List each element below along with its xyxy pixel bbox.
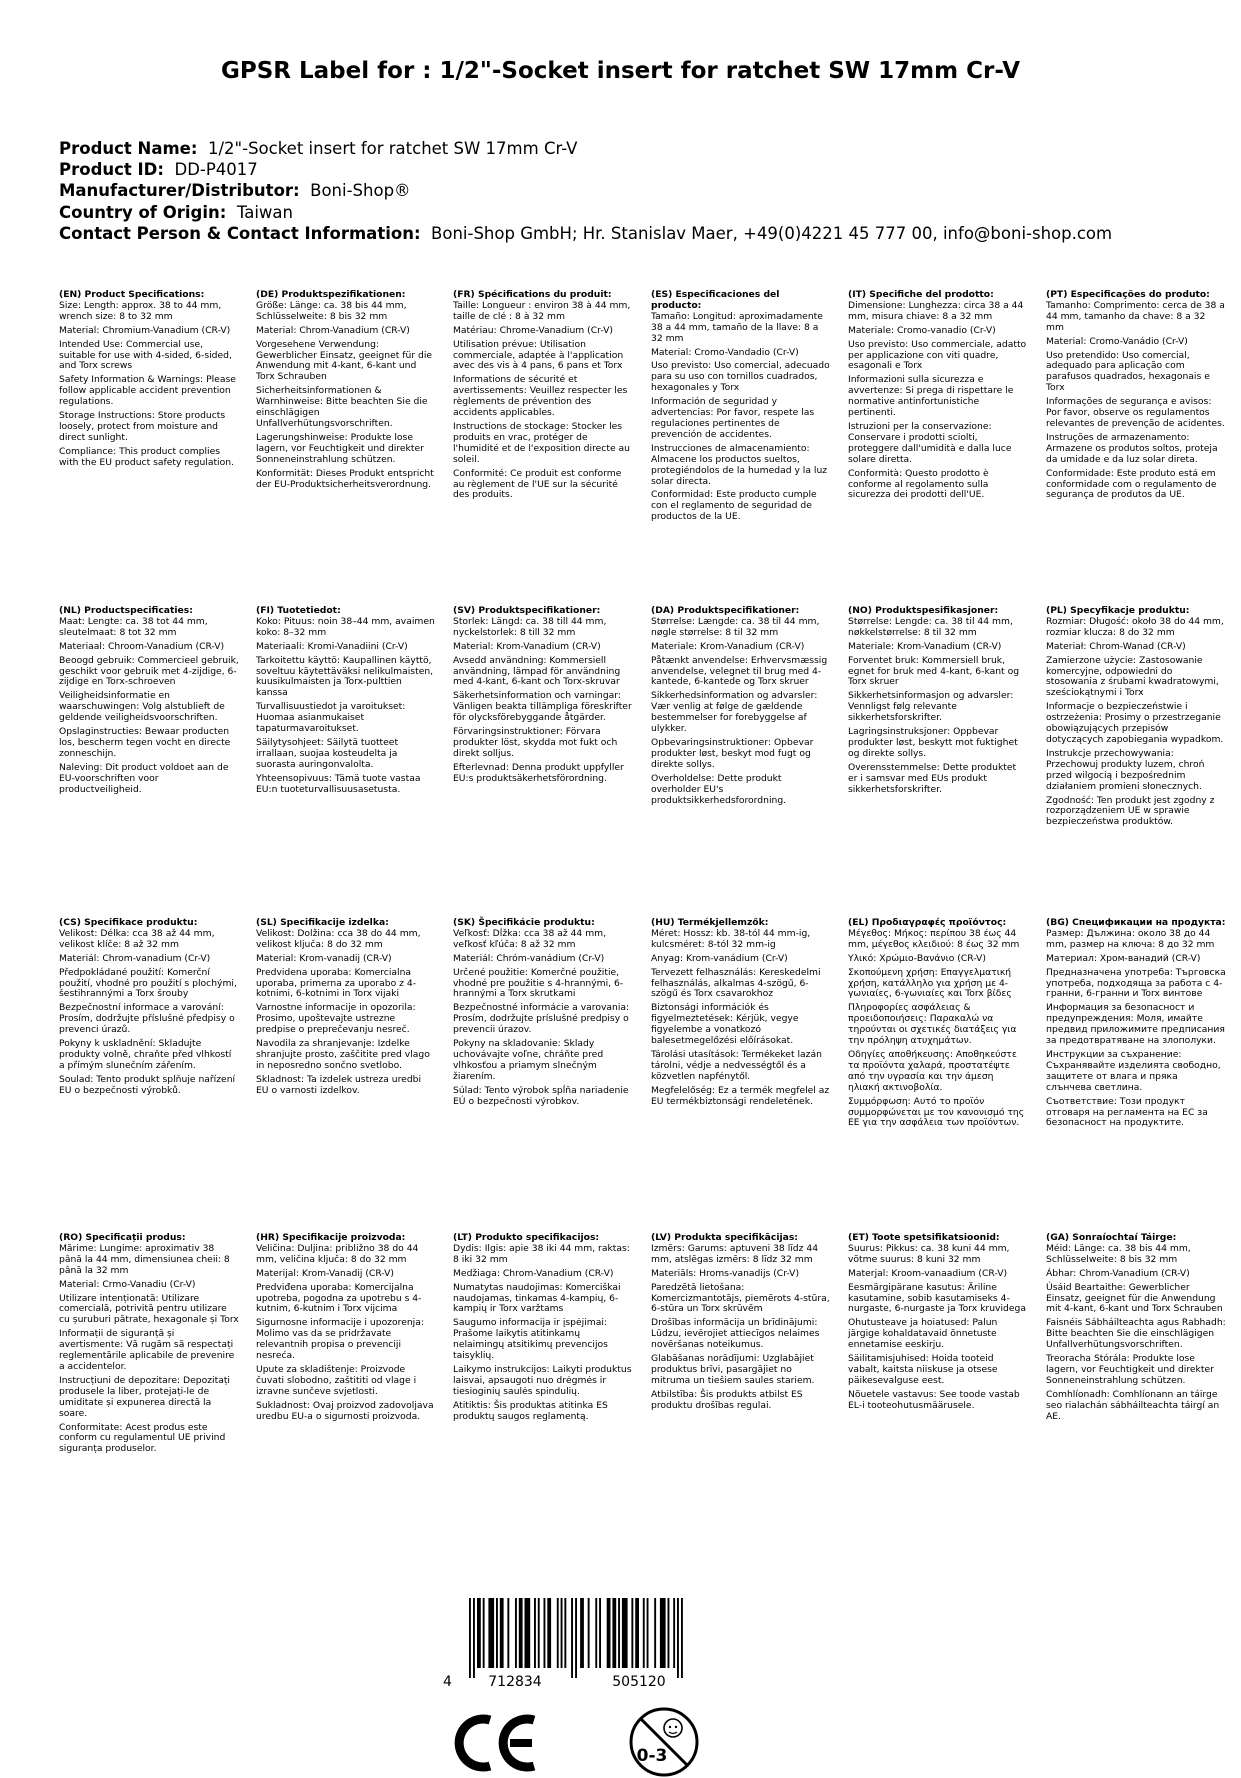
spec-item: Atitiktis: Šis produktas atitinka ES produktų saugos reglamentą.	[453, 1399, 608, 1422]
spec-item: Conformità: Questo prodotto è conforme al regolamento sulla sicurezza dei prodotti dell'UE.	[848, 467, 989, 501]
spec-item: Eesmärgipärane kasutus: Äriline kasutamine, sobib kasutamiseks 4-nurgaste, 6-nurgaste ja Torx kruvidega	[848, 1281, 1026, 1315]
spec-item: Méret: Hossz: kb. 38-tól 44 mm-ig, kulcsméret: 8-tól 32 mm-ig	[651, 927, 811, 950]
spec-item: Vorgesehene Verwendung: Gewerblicher Einsatz, geeignet für die Anwendung mit 4-kant, 6-kant und Torx Schrauben	[256, 338, 433, 383]
spec-heading: (LV) Produkta specifikācijas:	[651, 1232, 798, 1243]
spec-item: Materiál: Chróm-vanádium (Cr-V)	[453, 952, 605, 964]
spec-heading: (GA) Sonraíochtaí Táirge:	[1046, 1232, 1177, 1243]
spec-item: Pokyny na skladovanie: Sklady uchovávajte voľne, chráňte pred vlhkosťou a priamym slnečným žiarením.	[453, 1038, 604, 1082]
spec-heading: (NO) Produktspesifikasjoner:	[848, 605, 999, 616]
spec-item: Instruções de armazenamento: Armazene os produtos soltos, proteja da umidade e da luz solar direta.	[1046, 431, 1218, 465]
spec-item: Instrucciones de almacenamiento: Almacene los productos sueltos, protegiéndolos de la humedad y la luz solar directa.	[651, 442, 828, 487]
spec-item: Maat: Lengte: ca. 38 tot 44 mm, sleutelmaat: 8 tot 32 mm	[59, 615, 208, 638]
country-label: Country of Origin:	[59, 202, 227, 222]
spec-item: Veľkosť: Dĺžka: cca 38 až 44 mm, veľkosť kľúča: 8 až 32 mm	[453, 927, 607, 950]
spec-item: Beoogd gebruik: Commercieel gebruik, geschikt voor gebruik met 4-zijdige, 6-zijdige en Torx-schroeven	[59, 654, 239, 688]
age-warning-icon	[628, 1706, 700, 1778]
spec-block	[1046, 1233, 1226, 1426]
manufacturer-row	[59, 180, 1112, 201]
spec-item: Material: Chromium-Vanadium (CR-V)	[59, 324, 231, 336]
spec-item: Paredzētā lietošana: Komercizmantotājs, piemērots 4-stūra, 6-stūra un Torx skrūvēm	[651, 1281, 830, 1315]
spec-item: Información de seguridad y advertencias: Por favor, respete las regulaciones pertinentes de prevención de accidentes.	[651, 396, 815, 440]
spec-block	[651, 606, 831, 809]
spec-item: Treoracha Stórála: Produkte lose lagern, vor Feuchtigkeit und direkter Sonneneinstrahlung schützen.	[1046, 1353, 1214, 1386]
spec-item: Conformité: Ce produit est conforme au règlement de l'UE sur la sécurité des produits.	[453, 467, 622, 501]
spec-item: Utilizare intenționată: Utilizare comercială, potrivită pentru utilizare cu șuruburi pătrate, hexagonale și Torx	[59, 1292, 239, 1326]
spec-item: Størrelse: Længde: ca. 38 til 44 mm, nøgle størrelse: 8 til 32 mm	[651, 615, 820, 638]
spec-item: Conformidade: Este produto está em conformidade com o regulamento de segurança de produtos da UE.	[1046, 467, 1217, 501]
spec-item: Pokyny k uskladnění: Skladujte produkty volně, chraňte před vlhkostí a přímým slunečním zářením.	[59, 1038, 232, 1071]
spec-item: Materijal: Krom-Vanadij (CR-V)	[256, 1267, 395, 1279]
spec-item: Varnostne informacije in opozorila: Prosimo, upoštevajte ustrezne predpise o preprečevanju nesreč.	[256, 1002, 416, 1036]
spec-heading: (CS) Specifikace produktu:	[59, 917, 198, 928]
spec-item: Comhlíonadh: Comhlíonann an táirge seo rialachán sábháilteachta táirgí an AE.	[1046, 1388, 1220, 1422]
spec-item: Opslaginstructies: Bewaar producten los, bescherm tegen vocht en directe zonneschijn.	[59, 726, 231, 759]
spec-item: Lagerungshinweise: Produkte lose lagern, vor Feuchtigkeit und direkter Sonneneinstrahlung schützen.	[256, 431, 424, 465]
spec-item: Drošības informācija un brīdinājumi: Lūdzu, ievērojiet attiecīgos nelaimes novēršanas noteikumus.	[651, 1317, 820, 1351]
spec-heading: (PL) Specyfikacje produktu:	[1046, 605, 1190, 616]
ce-mark-icon	[452, 1712, 538, 1774]
spec-block	[651, 290, 831, 526]
spec-block	[453, 290, 633, 504]
product-id-label: Product ID:	[59, 160, 164, 180]
spec-item: Lagringsinstruksjoner: Oppbevar produkter løst, beskytt mot fuktighet og direkte sollys.	[848, 726, 1018, 759]
spec-item: Påtænkt anvendelse: Erhvervsmæssig anvendelse, velegnet til brug med 4-kantede, 6-kantede og Torx skruer	[651, 654, 828, 688]
spec-item: Taille: Longueur : environ 38 à 44 mm, taille de clé : 8 à 32 mm	[453, 299, 631, 322]
spec-block	[59, 1233, 239, 1458]
product-name-row	[59, 138, 1112, 159]
spec-item: Navodila za shranjevanje: Izdelke shranjujte prosto, zaščitite pred vlago in neposredno sončno svetlobo.	[256, 1038, 430, 1071]
spec-item: Safety Information & Warnings: Please follow applicable accident prevention regulations.	[59, 374, 236, 408]
spec-item: Συμμόρφωση: Αυτό το προϊόν συμμορφώνεται με τον κανονισμό της ΕΕ για την ασφάλεια των προϊόντων.	[848, 1095, 1025, 1129]
spec-item: Sukladnost: Ovaj proizvod zadovoljava uredbu EU-a o sigurnosti proizvoda.	[256, 1399, 434, 1422]
spec-item: Μέγεθος: Μήκος: περίπου 38 έως 44 mm, μέγεθος κλειδιού: 8 έως 32 mm	[848, 927, 1020, 950]
spec-item: Materiale: Krom-Vanadium (CR-V)	[651, 640, 805, 652]
spec-heading: (HR) Specifikacije proizvoda:	[256, 1232, 406, 1243]
spec-item: Utilisation prévue: Utilisation commerciale, adaptée à l'application avec des vis à 4 pans, 6 pans et Torx	[453, 338, 624, 372]
spec-block	[1046, 290, 1226, 504]
spec-item: Material: Krom-vanadij (CR-V)	[256, 952, 392, 964]
spec-item: Predvidena uporaba: Komercialna uporaba, primerna za uporabo z 4-kotnimi, 6-kotnimi in Torx vijaki	[256, 966, 417, 1000]
spec-heading: (FI) Tuotetiedot:	[256, 605, 341, 616]
product-id-row	[59, 159, 1112, 180]
spec-block	[256, 606, 436, 799]
spec-item: Materiál: Chrom-vanadium (Cr-V)	[59, 952, 211, 964]
spec-item: Ábhar: Chrom-Vanadium (CR-V)	[1046, 1267, 1190, 1279]
spec-item: Material: Cromo-Vandadio (Cr-V)	[651, 346, 799, 358]
product-id-value: DD-P4017	[174, 160, 258, 180]
spec-item: Zgodność: Ten produkt jest zgodny z rozporządzeniem UE w sprawie bezpieczeństwa produktów.	[1046, 794, 1215, 828]
spec-item: Intended Use: Commercial use, suitable for use with 4-sided, 6-sided, and Torx screws	[59, 338, 232, 372]
spec-heading: (DE) Produktspezifikationen:	[256, 289, 406, 300]
spec-block	[848, 918, 1028, 1132]
spec-item: Úsáid Beartaithe: Gewerblicher Einsatz, geeignet für die Anwendung mit 4-kant, 6-kant und Torx Schrauben	[1046, 1281, 1223, 1315]
spec-item: Οδηγίες αποθήκευσης: Αποθηκεύστε τα προϊόντα χαλαρά, προστατέψτε από την υγρασία και την άμεση ηλιακή ακτινοβολία.	[848, 1048, 1017, 1093]
spec-item: Material: Cromo-Vanádio (Cr-V)	[1046, 335, 1188, 347]
spec-item: Bezpečnostní informace a varování: Prosím, dodržujte příslušné předpisy o prevenci úrazů.	[59, 1002, 235, 1036]
spec-block	[256, 290, 436, 493]
spec-heading: (SK) Špecifikácie produktu:	[453, 917, 595, 928]
spec-item: Uso previsto: Uso comercial, adecuado para su uso con tornillos cuadrados, hexagonales y Torx	[651, 360, 830, 394]
spec-item: Säilytysohjeet: Säilytä tuotteet irrallaan, suojaa kosteudelta ja suorasta auringonvalolta.	[256, 736, 399, 770]
spec-item: Size: Length: approx. 38 to 44 mm, wrench size: 8 to 32 mm	[59, 299, 222, 322]
spec-item: Materiaal: Chroom-Vanadium (CR-V)	[59, 640, 225, 652]
spec-item: Saugumo informacija ir įspėjimai: Prašome laikytis atitinkamų nelaimingų atsitikimų prevencijos taisyklių.	[453, 1317, 608, 1362]
spec-block	[453, 1233, 633, 1426]
spec-item: Glabāšanas norādījumi: Uzglabājiet produktus brīvi, pasargājiet no mitruma un tiešiem saules stariem.	[651, 1353, 815, 1386]
spec-item: Overholdelse: Dette produkt overholder EU's produktsikkerhedsforordning.	[651, 772, 787, 806]
spec-item: Overensstemmelse: Dette produktet er i samsvar med EUs produkt sikkerhetsforskrifter.	[848, 761, 1017, 795]
spec-item: Opbevaringsinstruktioner: Opbevar produkter løst, beskyt mod fugt og direkte sollys.	[651, 736, 814, 770]
spec-item: Sikkerhedsinformation og advarsler: Vær venlig at følge de gældende bestemmelser for forebyggelse af ulykker.	[651, 690, 818, 735]
spec-item: Istruzioni per la conservazione: Conservare i prodotti sciolti, proteggere dall'umidità e dalla luce solare diretta.	[848, 420, 1012, 465]
spec-item: Material: Chrom-Vanadium (CR-V)	[256, 324, 410, 336]
spec-block	[651, 918, 831, 1111]
spec-block	[651, 1233, 831, 1415]
spec-item: Materiaali: Kromi-Vanadiini (Cr-V)	[256, 640, 408, 652]
spec-item: Informations de sécurité et avertissements: Veuillez respecter les règlements de prévention des accidents applicables.	[453, 374, 628, 419]
spec-heading: (SV) Produktspecifikationer:	[453, 605, 601, 616]
age-warning-label: 0-3	[636, 1746, 668, 1766]
spec-heading: (SL) Specifikacije izdelka:	[256, 917, 389, 928]
spec-item: Съответствие: Този продукт отговаря на регламента на ЕС за безопасност на продуктите.	[1046, 1095, 1208, 1129]
spec-block	[1046, 606, 1226, 831]
spec-item: Tárolási utasítások: Termékeket lazán tárolni, védje a nedvességtől és a közvetlen napfénytől.	[651, 1048, 822, 1082]
spec-heading: (HU) Termékjellemzők:	[651, 917, 769, 928]
spec-item: Storage Instructions: Store products loosely, protect from moisture and direct sunlight.	[59, 410, 226, 443]
spec-item: Conformitate: Acest produs este conform cu regulamentul UE privind siguranța produselor.	[59, 1421, 226, 1455]
spec-item: Méid: Länge: ca. 38 bis 44 mm, Schlüsselweite: 8 bis 32 mm	[1046, 1242, 1191, 1265]
spec-heading: (IT) Specifiche del prodotto:	[848, 289, 994, 300]
product-name-value: 1/2"-Socket insert for ratchet SW 17mm Cr-V	[207, 139, 578, 158]
spec-item: Uso pretendido: Uso comercial, adequado para aplicação com parafusos quadrados, hexagonais e Torx	[1046, 349, 1210, 394]
product-name-label: Product Name:	[59, 139, 198, 158]
spec-item: Förvaringsinstruktioner: Förvara produkter löst, skydda mot fukt och direkt solljus.	[453, 726, 618, 759]
spec-block	[848, 290, 1028, 504]
spec-item: Sicherheitsinformationen & Warnhinweise: Bitte beachten Sie die einschlägigen Unfallverhütungsvorschriften.	[256, 385, 428, 429]
spec-item: Turvallisuustiedot ja varoitukset: Huomaa asianmukaiset tapaturmavaroitukset.	[256, 701, 406, 735]
spec-block	[256, 918, 436, 1100]
spec-item: Instructions de stockage: Stocker les produits en vrac, protéger de l'humidité et de l'exposition directe au soleil.	[453, 420, 630, 465]
spec-item: Informacje o bezpieczeństwie i ostrzeżenia: Prosimy o przestrzeganie obowiązujących przepisów dotyczących zapobiegania wypadkom.	[1046, 701, 1224, 745]
spec-heading: (ET) Toote spetsifikatsioonid:	[848, 1232, 1000, 1243]
spec-item: Instrucțiuni de depozitare: Depozitați produsele la liber, protejați-le de umiditate și expunerea directă la soare.	[59, 1374, 230, 1419]
spec-item: Medžiaga: Chrom-Vanadium (CR-V)	[453, 1267, 614, 1279]
spec-item: Avsedd användning: Kommersiell användning, lämpad för användning med 4-kant, 6-kant och Torx-skruvar	[453, 654, 621, 688]
spec-item: Υλικό: Χρώμιο-Βανάνιο (CR-V)	[848, 952, 986, 964]
spec-heading: (LT) Produkto specifikacijos:	[453, 1232, 600, 1243]
contact-value: Boni-Shop GmbH; Hr. Stanislav Maer, +49(0)4221 45 777 00, info@boni-shop.com	[431, 223, 1113, 243]
spec-heading: (ES) Especificaciones del producto:	[651, 289, 780, 311]
spec-item: Uso previsto: Uso commerciale, adatto per applicazione con viti quadre, esagonali e Torx	[848, 338, 1027, 372]
spec-item: Sikkerhetsinformasjon og advarsler: Vennligst følg relevante sikkerhetsforskrifter.	[848, 690, 1014, 724]
spec-item: Informações de segurança e avisos: Por favor, observe os regulamentos relevantes de prevenção de acidentes.	[1046, 396, 1225, 429]
spec-item: Предназначена употреба: Търговска употреба, подходяща за работа с 4-гранни, 6-гранни и Torx винтове	[1046, 966, 1226, 1000]
spec-item: Biztonsági információk és figyelmeztetések: Kérjük, vegye figyelembe a vonatkozó balesetmegelőzési előírásokat.	[651, 1002, 799, 1047]
barcode-digit-first: 4	[443, 1674, 452, 1690]
spec-item: Rozmiar: Długość: około 38 do 44 mm, rozmiar klucza: 8 do 32 mm	[1046, 615, 1224, 638]
spec-item: Velikost: Dolžina: cca 38 do 44 mm, velikost ključa: 8 do 32 mm	[256, 927, 421, 950]
spec-heading: (EN) Product Specifications:	[59, 289, 205, 300]
spec-item: Matériau: Chrome-Vanadium (Cr-V)	[453, 324, 613, 336]
manufacturer-label: Manufacturer/Distributor:	[59, 181, 300, 201]
spec-item: Material: Crmo-Vanadiu (Cr-V)	[59, 1278, 196, 1290]
spec-heading: (EL) Προδιαγραφές προϊόντος:	[848, 917, 1007, 928]
spec-item: Tervezett felhasználás: Kereskedelmi felhasználás, alkalmas 4-szögű, 6-szögű és Torx csavarokhoz	[651, 966, 821, 1000]
page-title: GPSR Label for : 1/2"-Socket insert for ratchet SW 17mm Cr-V	[220, 58, 1021, 84]
country-value: Taiwan	[236, 202, 293, 222]
contact-label: Contact Person & Contact Information:	[59, 223, 421, 243]
spec-heading: (DA) Produktspecifikationer:	[651, 605, 800, 616]
spec-item: Tarkoitettu käyttö: Kaupallinen käyttö, soveltuu käytettäväksi nelikulmaisten, kuusikulmaisten ja Torx-pulttien kanssa	[256, 654, 434, 699]
spec-item: Материал: Хром-ванадий (CR-V)	[1046, 952, 1201, 964]
spec-item: Naleving: Dit product voldoet aan de EU-voorschriften voor productveiligheid.	[59, 761, 229, 795]
spec-item: Compliance: This product complies with the EU product safety regulation.	[59, 445, 234, 468]
spec-item: Suurus: Pikkus: ca. 38 kuni 44 mm, võtme suurus: 8 kuni 32 mm	[848, 1242, 1010, 1265]
spec-item: Forventet bruk: Kommersiell bruk, egnet for bruk med 4-kant, 6-kant og Torx skruer	[848, 654, 1020, 688]
spec-item: Izmērs: Garums: aptuveni 38 līdz 44 mm, atslēgas izmērs: 8 līdz 32 mm	[651, 1242, 819, 1265]
spec-block	[1046, 918, 1226, 1132]
spec-item: Yhteensopivuus: Tämä tuote vastaa EU:n tuoteturvallisuusasetusta.	[256, 772, 421, 795]
manufacturer-value: Boni-Shop®	[310, 181, 411, 201]
spec-heading: (NL) Productspecificaties:	[59, 605, 193, 616]
spec-item: Laikymo instrukcijos: Laikyti produktus laisvai, apsaugoti nuo drėgmės ir tiesioginių saulės spindulių.	[453, 1363, 632, 1397]
spec-item: Material: Krom-Vanadium (CR-V)	[453, 640, 601, 652]
spec-item: Conformidad: Este producto cumple con el reglamento de seguridad de productos de la UE.	[651, 489, 817, 523]
spec-heading: (BG) Спецификации на продукта:	[1046, 917, 1226, 928]
spec-item: Σκοπούμενη χρήση: Επαγγελματική χρήση, κατάλληλο για χρήση με 4-γωνιαίες, 6-γωνιαίες και Torx βίδες	[848, 966, 1012, 1000]
spec-item: Súlad: Tento výrobok spĺňa nariadenie EÚ o bezpečnosti výrobkov.	[453, 1084, 629, 1107]
spec-item: Tamaño: Longitud: aproximadamente 38 a 44 mm, tamaño de la llave: 8 a 32 mm	[651, 310, 823, 344]
spec-item: Skladnost: Ta izdelek ustreza uredbi EU o varnosti izdelkov.	[256, 1073, 422, 1096]
spec-item: Atbilstība: Šis produkts atbilst ES produktu drošības regulai.	[651, 1388, 803, 1411]
barcode	[441, 1598, 759, 1694]
spec-block	[453, 918, 633, 1111]
spec-item: Bezpečnostné informácie a varovania: Prosím, dodržujte príslušné predpisy o prevencii úrazov.	[453, 1002, 630, 1036]
spec-block	[59, 918, 239, 1100]
spec-block	[256, 1233, 436, 1426]
spec-item: Tamanho: Comprimento: cerca de 38 a 44 mm, tamanho da chave: 8 a 32 mm	[1046, 299, 1225, 333]
barcode-group-right: 505120	[612, 1674, 666, 1690]
spec-item: Velikost: Délka: cca 38 až 44 mm, velikost klíče: 8 až 32 mm	[59, 927, 215, 950]
spec-heading: (PT) Especificações do produto:	[1046, 289, 1210, 300]
spec-block	[59, 606, 239, 799]
spec-block	[59, 290, 239, 472]
spec-block	[848, 606, 1028, 799]
spec-item: Konformität: Dieses Produkt entspricht der EU-Produktsicherheitsverordnung.	[256, 467, 434, 490]
spec-item: Informații de siguranță și avertismente: Vă rugăm să respectați reglementările aplicabile de prevenire a accidentelor.	[59, 1328, 235, 1372]
spec-item: Размер: Дължина: около 38 до 44 mm, размер на ключа: 8 до 32 mm	[1046, 927, 1215, 950]
barcode-bars	[469, 1598, 683, 1678]
spec-item: Určené použitie: Komerčné použitie, vhodné pre použitie s 4-hrannými, 6-hrannými a Torx skrutkami	[453, 966, 624, 1000]
spec-heading: (FR) Spécifications du produit:	[453, 289, 612, 300]
spec-item: Storlek: Längd: ca. 38 till 44 mm, nyckelstorlek: 8 till 32 mm	[453, 615, 607, 638]
spec-item: Materiale: Cromo-vanadio (Cr-V)	[848, 324, 996, 336]
spec-item: Faisnéis Sábháilteachta agus Rabhadh: Bitte beachten Sie die einschlägigen Unfallverhütungsvorschriften.	[1046, 1317, 1226, 1351]
spec-item: Πληροφορίες ασφάλειας & προειδοποιήσεις: Παρακαλώ να τηρούνται οι σχετικές διατάξεις για την πρόληψη ατυχημάτων.	[848, 1002, 1017, 1047]
spec-item: Predviđena uporaba: Komercijalna upotreba, pogodna za upotrebu s 4-kutnim, 6-kutnim i Torx vijcima	[256, 1281, 422, 1315]
spec-item: Informazioni sulla sicurezza e avvertenze: Si prega di rispettare le normative antinfortunistiche pertinenti.	[848, 374, 1014, 419]
spec-item: Efterlevnad: Denna produkt uppfyller EU:s produktsäkerhetsförordning.	[453, 761, 624, 784]
spec-block	[453, 606, 633, 788]
spec-item: Mărime: Lungime: aproximativ 38 până la 44 mm, dimensiunea cheii: 8 până la 32 mm	[59, 1242, 230, 1276]
product-info	[59, 138, 1112, 244]
spec-item: Veličina: Duljina: približno 38 do 44 mm, veličina ključa: 8 do 32 mm	[256, 1242, 419, 1265]
spec-item: Størrelse: Lengde: ca. 38 til 44 mm, nøkkelstørrelse: 8 til 32 mm	[848, 615, 1013, 638]
spec-item: Zamierzone użycie: Zastosowanie komercyjne, odpowiedni do stosowania z śrubami kwadratowymi, sześciokątnymi i Torx	[1046, 654, 1219, 699]
spec-item: Numatytas naudojimas: Komerciškai naudojamas, tinkamas 4-kampių, 6-kampių ir Torx varžtams	[453, 1281, 621, 1315]
spec-item: Информация за безопасност и предупреждения: Моля, имайте предвид приложимите предписания за предотвратяване на злополуки.	[1046, 1002, 1225, 1047]
spec-item: Předpokládané použití: Komerční použití, vhodné pro použití s plochými, šestihrannými a Torx šrouby	[59, 966, 237, 1000]
spec-heading: (RO) Specificații produs:	[59, 1232, 186, 1243]
contact-row	[59, 223, 1112, 244]
spec-item: Materiale: Krom-Vanadium (CR-V)	[848, 640, 1002, 652]
spec-item: Materjal: Kroom-vanaadium (CR-V)	[848, 1267, 1008, 1279]
spec-item: Megfelelőség: Ez a termék megfelel az EU termékbiztonsági rendeletének.	[651, 1084, 830, 1107]
spec-item: Materiał: Chrom-Wanad (CR-V)	[1046, 640, 1186, 652]
spec-item: Dimensione: Lunghezza: circa 38 a 44 mm, misura chiave: 8 a 32 mm	[848, 299, 1024, 322]
spec-item: Säilitamisjuhised: Hoida tooteid vabalt, kaitsta niiskuse ja otsese päikesevalguse eest.	[848, 1353, 998, 1386]
spec-item: Upute za skladištenje: Proizvode čuvati slobodno, zaštititi od vlage i izravne sunčeve svjetlosti.	[256, 1363, 417, 1397]
spec-item: Anyag: Krom-vanádium (Cr-V)	[651, 952, 788, 964]
spec-item: Veiligheidsinformatie en waarschuwingen: Volg alstublieft de geldende veiligheidsvoorschriften.	[59, 690, 225, 724]
spec-item: Säkerhetsinformation och varningar: Vänligen beakta tillämpliga föreskrifter för olycksförebyggande åtgärder.	[453, 690, 632, 724]
country-row	[59, 202, 1112, 223]
barcode-group-left: 712834	[488, 1674, 542, 1690]
spec-item: Größe: Länge: ca. 38 bis 44 mm, Schlüsselweite: 8 bis 32 mm	[256, 299, 407, 322]
spec-item: Инструкции за съхранение: Съхранявайте изделията свободно, защитете от влага и пряка слънчева светлина.	[1046, 1048, 1221, 1093]
spec-item: Nõuetele vastavus: See toode vastab EL-i tooteohutusmäärusele.	[848, 1388, 1020, 1411]
spec-item: Ohutusteave ja hoiatused: Palun järgige kohaldatavaid õnnetuste ennetamise eeskirju.	[848, 1317, 998, 1351]
spec-item: Instrukcje przechowywania: Przechowuj produkty luzem, chroń przed wilgocią i bezpośrednim działaniem promieni słonecznych.	[1046, 747, 1205, 792]
spec-item: Soulad: Tento produkt splňuje nařízení EU o bezpečnosti výrobků.	[59, 1073, 236, 1096]
spec-item: Koko: Pituus: noin 38–44 mm, avaimen koko: 8–32 mm	[256, 615, 435, 638]
spec-item: Sigurnosne informacije i upozorenja: Molimo vas da se pridržavate relevantnih propisa o prevenciji nesreća.	[256, 1317, 424, 1362]
spec-item: Dydis: Ilgis: apie 38 iki 44 mm, raktas: 8 iki 32 mm	[453, 1242, 630, 1265]
spec-block	[848, 1233, 1028, 1415]
spec-item: Materiāls: Hroms-vanadijs (Cr-V)	[651, 1267, 800, 1279]
